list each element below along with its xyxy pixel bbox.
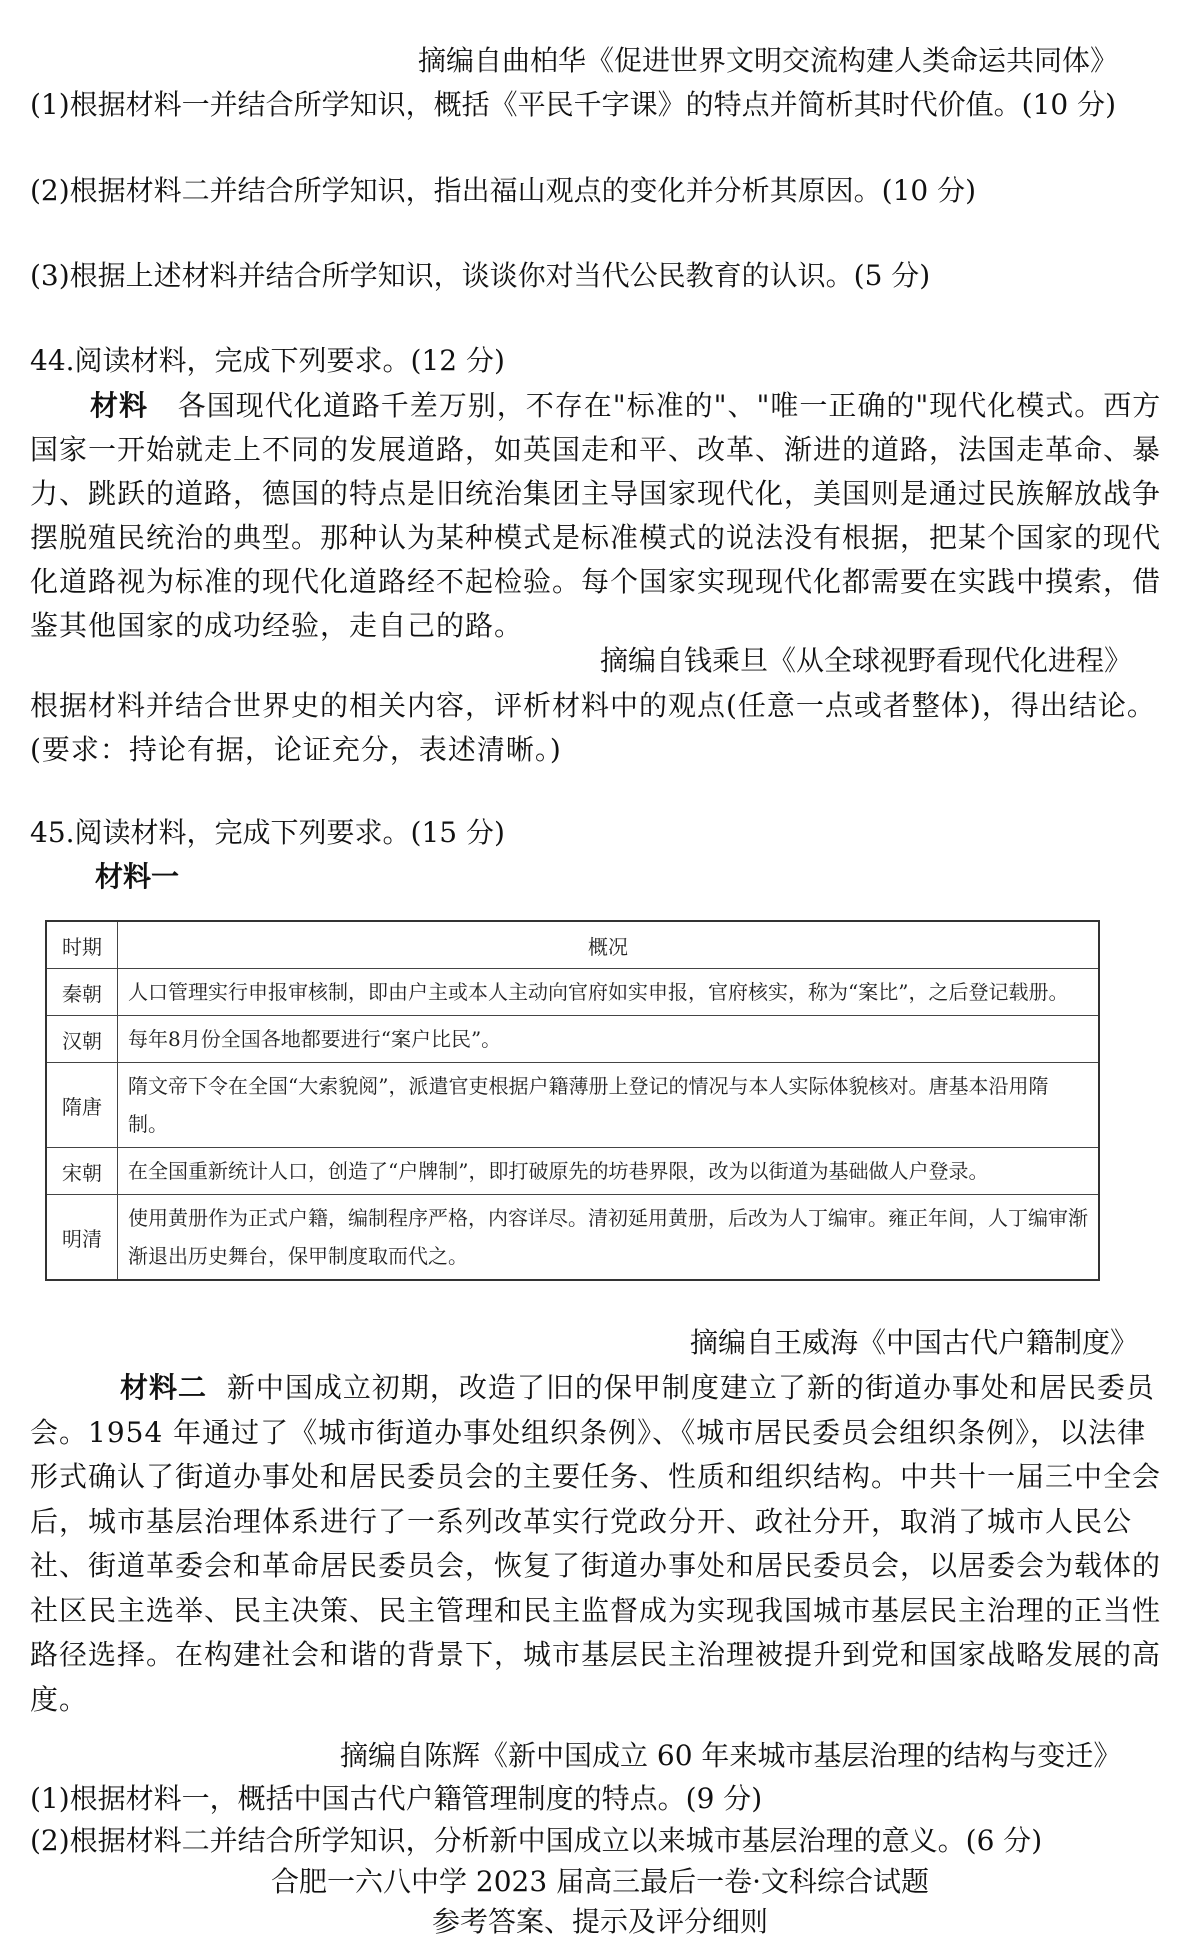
question-44-material bbox=[30, 384, 1170, 648]
material-2-body: 新中国成立初期，改造了旧的保甲制度建立了新的街道办事处和居民委员会。1954 年通过了《城市街道办事处组织条例》、《城市居民委员会组织条例》，以法律形式确认了街道办事处和居民委员会的主要任务、性质和组织结构。中共十一届三中全会后，城市基层治理体系进行了一系列改革实行党政分开、政社分开，取消了城市人民公社、街道革委会和革命居民委员会，恢复了街道办事处和居民委员会，以居委会为载体的社区民主选举、民主决策、民主管理和民主监督成为实现我国城市基层民主治理的正当性路径选择。在构建社会和谐的背景下，城市基层民主治理被提升到党和国家战略发展的高度。 bbox=[30, 1371, 1162, 1716]
household-registration-table bbox=[45, 920, 1100, 1281]
table-cell-desc: 每年8月份全国各地都要进行“案户比民”。 bbox=[118, 1016, 1100, 1063]
table-cell-period: 汉朝 bbox=[46, 1016, 118, 1063]
question-44-task: 根据材料并结合世界史的相关内容，评析材料中的观点(任意一点或者整体)，得出结论。(要求：持论有据，论证充分，表述清晰。) bbox=[30, 689, 1156, 766]
table-cell-period: 秦朝 bbox=[46, 969, 118, 1016]
table-cell-desc: 使用黄册作为正式户籍，编制程序严格，内容详尽。清初延用黄册，后改为人丁编审。雍正年间，人丁编审渐渐退出历史舞台，保甲制度取而代之。 bbox=[118, 1195, 1100, 1281]
table-cell-desc: 隋文帝下令在全国“大索貌阅”，派遣官吏根据户籍薄册上登记的情况与本人实际体貌核对。唐基本沿用隋制。 bbox=[118, 1063, 1100, 1148]
table-cell-period: 宋朝 bbox=[46, 1148, 118, 1195]
question-43-3: (3)根据上述材料并结合所学知识，谈谈你对当代公民教育的认识。(5 分) bbox=[30, 259, 931, 292]
source-citation-table: 摘编自王威海《中国古代户籍制度》 bbox=[690, 1326, 1139, 1359]
source-citation-material-2: 摘编自陈辉《新中国成立 60 年来城市基层治理的结构与变迁》 bbox=[340, 1739, 1122, 1772]
table-row bbox=[46, 1148, 1099, 1195]
question-44-heading: 44.阅读材料，完成下列要求。(12 分) bbox=[30, 344, 505, 377]
table-header-period: 时期 bbox=[46, 921, 118, 969]
material-2 bbox=[30, 1366, 1170, 1722]
material-2-label: 材料二 bbox=[120, 1371, 208, 1404]
table-header-overview: 概况 bbox=[118, 921, 1100, 969]
question-45-2: (2)根据材料二并结合所学知识，分析新中国成立以来城市基层治理的意义。(6 分) bbox=[30, 1824, 1043, 1857]
question-45-1: (1)根据材料一，概括中国古代户籍管理制度的特点。(9 分) bbox=[30, 1782, 763, 1815]
footer-answer-title: 参考答案、提示及评分细则 bbox=[431, 1905, 768, 1938]
question-43-1: (1)根据材料一并结合所学知识，概括《平民千字课》的特点并简析其时代价值。(10 分) bbox=[30, 88, 1117, 121]
table-cell-period: 隋唐 bbox=[46, 1063, 118, 1148]
table-row bbox=[46, 1016, 1099, 1063]
question-43-2: (2)根据材料二并结合所学知识，指出福山观点的变化并分析其原因。(10 分) bbox=[30, 174, 977, 207]
table-cell-desc: 人口管理实行申报审核制，即由户主或本人主动向官府如实申报，官府核实，称为“案比”，之后登记载册。 bbox=[118, 969, 1100, 1016]
material-body: 各国现代化道路千差万别，不存在"标准的"、"唯一正确的"现代化模式。西方国家一开始就走上不同的发展道路，如英国走和平、改革、渐进的道路，法国走革命、暴力、跳跃的道路，德国的特点是旧统治集团主导国家现代化，美国则是通过民族解放战争摆脱殖民统治的典型。那种认为某种模式是标准模式的说法没有根据，把某个国家的现代化道路视为标准的现代化道路经不起检验。每个国家实现现代化都需要在实践中摸索，借鉴其他国家的成功经验，走自己的路。 bbox=[30, 389, 1162, 642]
table-row bbox=[46, 1063, 1099, 1148]
table-header-row bbox=[46, 921, 1099, 969]
material-1-label: 材料一 bbox=[95, 860, 180, 893]
source-citation-top: 摘编自曲柏华《促进世界文明交流构建人类命运共同体》 bbox=[418, 44, 1119, 77]
source-citation-44: 摘编自钱乘旦《从全球视野看现代化进程》 bbox=[600, 644, 1133, 677]
table-row bbox=[46, 1195, 1099, 1281]
table-cell-desc: 在全国重新统计人口，创造了“户牌制”，即打破原先的坊巷界限，改为以街道为基础做人户登录。 bbox=[118, 1148, 1100, 1195]
table-cell-period: 明清 bbox=[46, 1195, 118, 1281]
table-row bbox=[46, 969, 1099, 1016]
footer-school-title: 合肥一六八中学 2023 届高三最后一卷·文科综合试题 bbox=[271, 1865, 929, 1898]
question-45-heading: 45.阅读材料，完成下列要求。(15 分) bbox=[30, 816, 505, 849]
material-label: 材料 bbox=[90, 389, 149, 422]
